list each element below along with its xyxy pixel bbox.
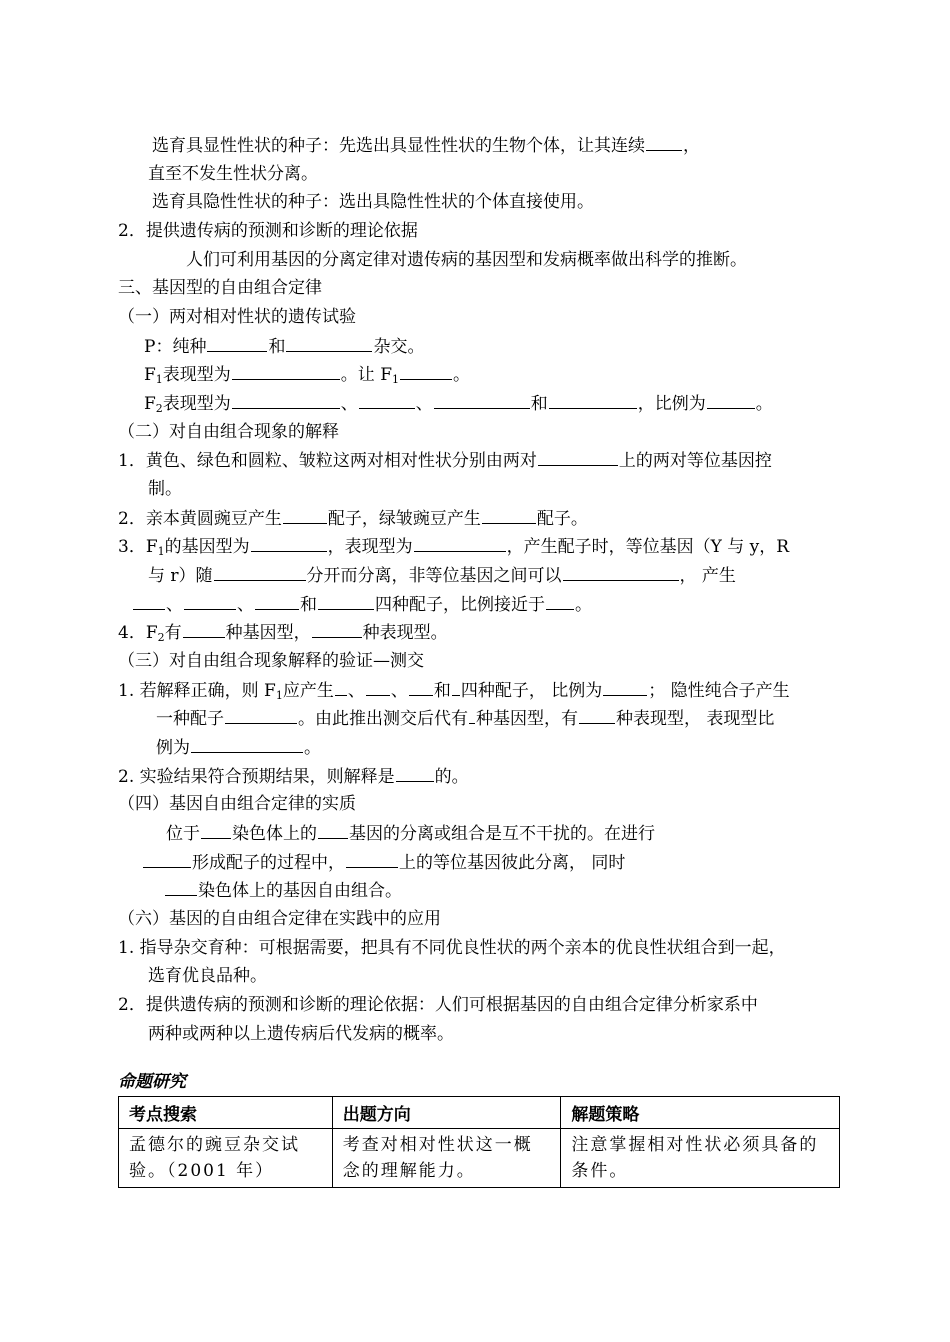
blank [286,334,372,352]
blank [409,678,433,696]
text-line: 1. 指导杂交育种：可根据需要，把具有不同优良性状的两个亲本的优良性状组合到一起， [118,938,786,958]
blank [225,706,297,724]
subsection-title: （四）基因自由组合定律的实质 [118,794,356,814]
blank [191,735,303,753]
text-line: 与 r）随 分开而分离，非等位基因之间可以 ， 产生 [148,563,736,588]
text-line: $F_2$表现型为 、 、 和 ，比例为 。 [144,391,773,421]
text-line: 1．黄色、绿色和圆粒、皱粒这两对相对性状分别由两对 上的两对等位基因控 [118,448,772,473]
text-line: 例为 。 [156,735,321,760]
text-line: 2．提供遗传病的预测和诊断的理论依据 [118,221,418,241]
section-heading: 命题研究 [118,1072,186,1092]
subsection-title: （六）基因的自由组合定律在实践中的应用 [118,909,441,929]
research-table [118,1096,840,1188]
blank [366,678,390,696]
text-line: 3．$F_1$的基因型为 ，表现型为 ，产生配子时，等位基因（Y 与 y，R [118,534,789,564]
table-row [119,1129,840,1188]
blank [184,592,236,610]
blank [232,391,340,409]
blank [546,592,574,610]
table-header-cell: 出题方向 [332,1097,561,1129]
blank [165,878,197,896]
text-line: 位于 染色体上的 基因的分离或组合是互不干扰的。在进行 [166,821,655,846]
blank [400,362,452,380]
text-line: 选育具隐性性状的种子：选出具隐性性状的个体直接使用。 [152,192,594,212]
text-line: 、 、 和 四种配子，比例接近于 。 [132,592,592,617]
blank [283,506,327,524]
text-line: 制。 [148,479,182,499]
subsection-title: （二）对自由组合现象的解释 [118,422,339,442]
text-line: P：纯种 和 杂交。 [144,334,424,359]
blank [414,534,506,552]
text-line: 直至不发生性状分离。 [148,164,318,184]
blank [482,506,536,524]
blank [538,448,618,466]
blank [183,620,225,638]
section-title: 三、基因型的自由组合定律 [118,278,322,298]
blank [207,334,267,352]
blank [143,850,191,868]
text-line: 1. 若解释正确，则 $F_1$应产生 、 、 和 四种配子， 比例为 ； 隐性纯合子产生 [118,678,790,708]
blank [201,821,231,839]
blank [251,534,327,552]
table-header-row [119,1097,840,1129]
blank [549,391,637,409]
table-header-cell: 考点搜索 [119,1097,333,1129]
text-line: 4．$F_2$有 种基因型， 种表现型。 [118,620,448,650]
table-cell: 考查对相对性状这一概念的理解能力。 [332,1129,561,1188]
blank [469,706,475,724]
text-line: 选育优良品种。 [148,966,267,986]
table-cell: 注意掌握相对性状必须具备的条件。 [561,1129,840,1188]
blank [318,821,348,839]
blank [232,362,340,380]
text-line: $F_1$表现型为 。让 $F_1$ 。 [144,362,470,392]
text-line: 人们可利用基因的分离定律对遗传病的基因型和发病概率做出科学的推断。 [186,250,747,270]
blank [255,592,299,610]
text-line: 2．提供遗传病的预测和诊断的理论依据：人们可根据基因的自由组合定律分析家系中 [118,995,758,1015]
blank [452,678,460,696]
blank [133,592,165,610]
blank [318,592,374,610]
text-line: 两种或两种以上遗传病后代发病的概率。 [148,1024,454,1044]
subsection-title: （三）对自由组合现象解释的验证—测交 [118,651,424,671]
blank [396,764,434,782]
blank [603,678,647,696]
blank [335,678,347,696]
blank [359,391,415,409]
blank [579,706,615,724]
blank [707,391,755,409]
blank [312,620,362,638]
text-line: 选育具显性性状的种子：先选出具显性性状的生物个体，让其连续 ， [152,133,700,158]
blank [646,133,682,151]
text-line: 染色体上的基因自由组合。 [164,878,402,903]
text-line: 2. 实验结果符合预期结果，则解释是 的。 [118,764,469,789]
blank [346,850,398,868]
text-line: 2．亲本黄圆豌豆产生 配子，绿皱豌豆产生 配子。 [118,506,588,531]
subsection-title: （一）两对相对性状的遗传试验 [118,307,356,327]
text-line: 一种配子 。由此推出测交后代有 种基因型，有 种表现型， 表现型比 [156,706,774,731]
text-line: 形成配子的过程中， 上的等位基因彼此分离， 同时 [142,850,625,875]
blank [434,391,530,409]
blank [563,563,679,581]
blank [214,563,306,581]
table-cell: 孟德尔的豌豆杂交试验。（2001 年） [119,1129,333,1188]
table-header-cell: 解题策略 [561,1097,840,1129]
